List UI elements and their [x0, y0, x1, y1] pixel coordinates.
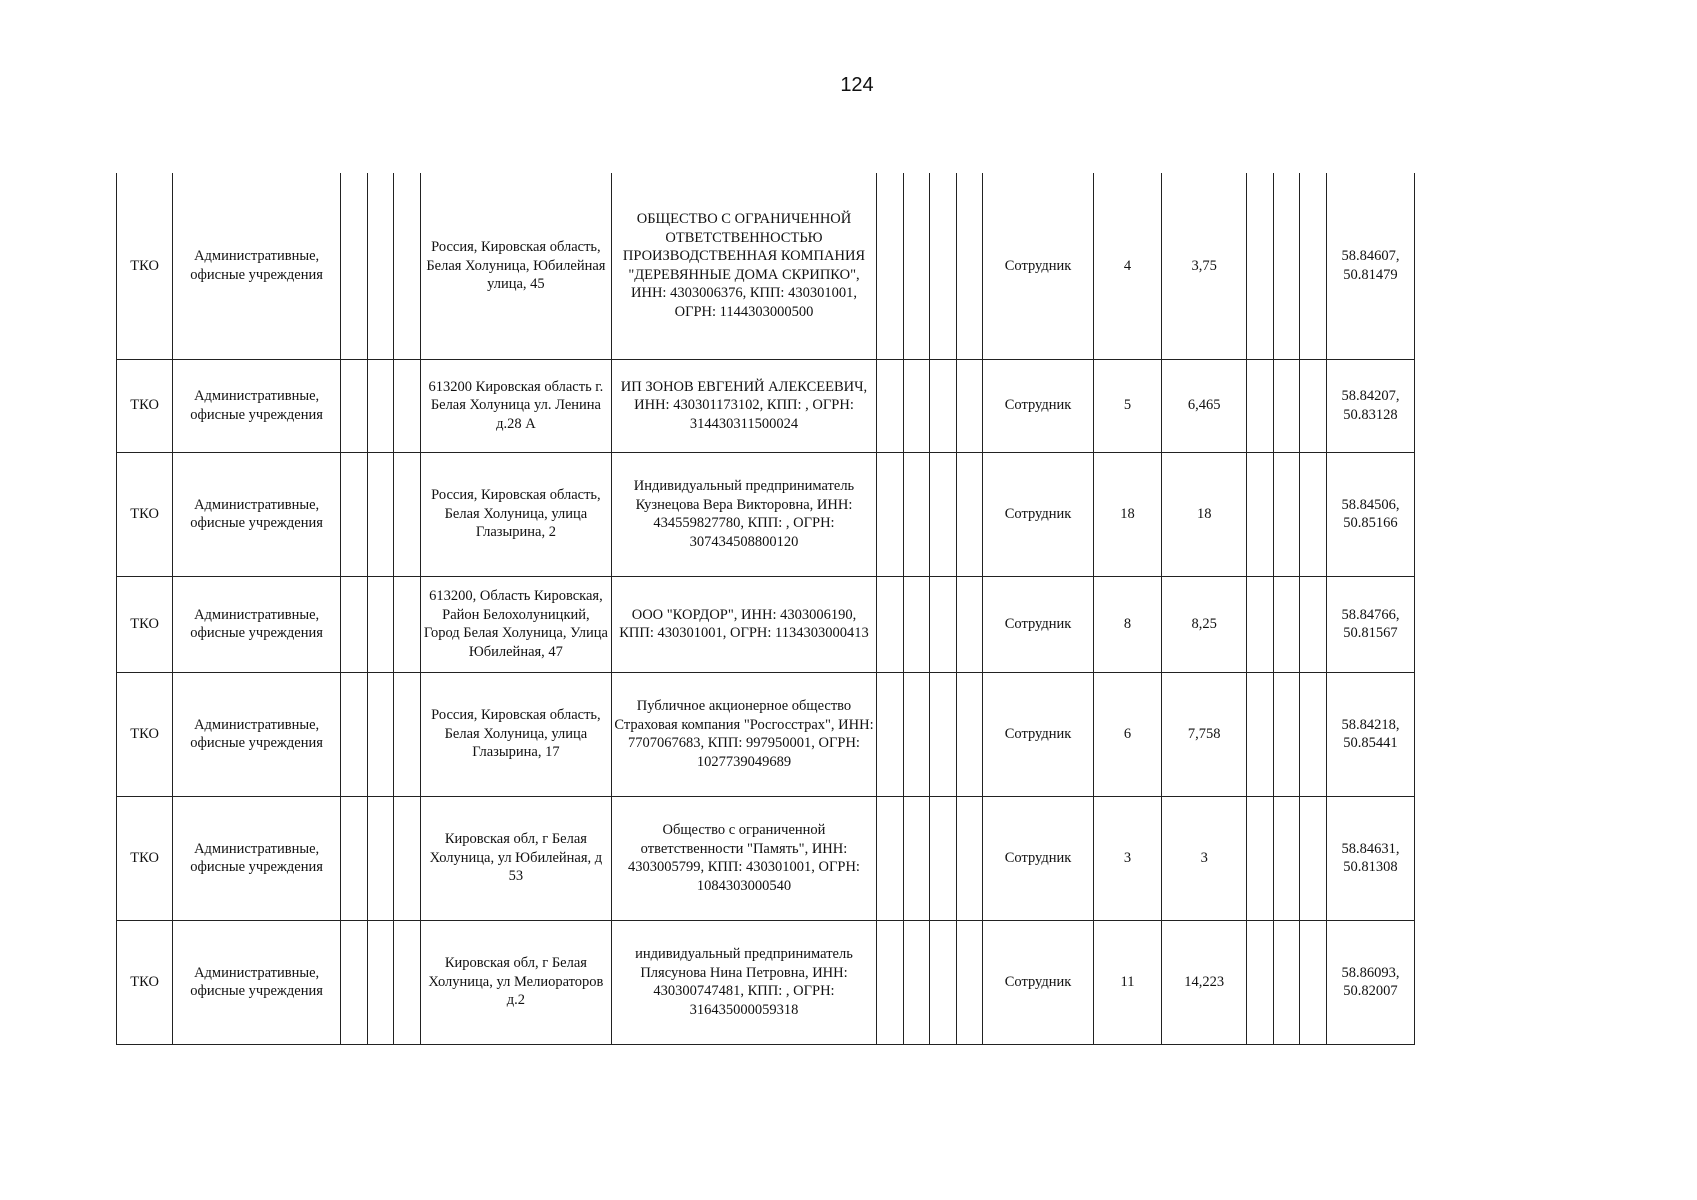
empty-cell: [394, 672, 421, 796]
longitude-text: 50.85441: [1343, 735, 1398, 751]
waste-type-cell: ТКО: [117, 796, 173, 920]
address-cell: Кировская обл, г Белая Холуница, ул Юбилейная, д 53: [420, 796, 611, 920]
empty-cell: [1247, 920, 1274, 1044]
empty-cell: [930, 576, 957, 672]
longitude-text: 50.81479: [1343, 266, 1398, 283]
empty-cell: [956, 796, 983, 920]
organization-cell: ИП ЗОНОВ ЕВГЕНИЙ АЛЕКСЕЕВИЧ, ИНН: 430301173102, КПП: , ОГРН: 314430311500024: [612, 359, 877, 452]
latitude-text: 58.84631,: [1341, 840, 1400, 857]
empty-cell: [956, 173, 983, 359]
count-cell: 18: [1093, 452, 1162, 576]
address-cell: Россия, Кировская область, Белая Холуница, улица Глазырина, 2: [420, 452, 611, 576]
coordinates-cell: [1326, 920, 1414, 1044]
count-cell: 11: [1093, 920, 1162, 1044]
category-cell: Административные, офисные учреждения: [173, 359, 341, 452]
latitude-text: 58.84766,: [1341, 606, 1400, 623]
latitude-text: 58.84207,: [1341, 388, 1400, 404]
organization-cell: Индивидуальный предприниматель Кузнецова Вера Викторовна, ИНН: 434559827780, КПП: , ОГРН: 307434508800120: [612, 452, 877, 576]
organization-cell: индивидуальный предприниматель Плясунова Нина Петровна, ИНН: 430300747481, КПП: , ОГРН: 316435000059318: [612, 920, 877, 1044]
volume-cell: 7,758: [1162, 672, 1247, 796]
empty-cell: [1273, 920, 1300, 1044]
empty-cell: [903, 452, 930, 576]
empty-cell: [1273, 359, 1300, 452]
empty-cell: [903, 672, 930, 796]
empty-cell: [1300, 576, 1327, 672]
longitude-text: 50.81567: [1343, 625, 1398, 641]
empty-cell: [876, 920, 903, 1044]
empty-cell: [1300, 173, 1327, 359]
empty-cell: [903, 359, 930, 452]
coordinates-cell: [1326, 359, 1414, 452]
empty-cell: [394, 796, 421, 920]
count-cell: 3: [1093, 796, 1162, 920]
count-cell: 8: [1093, 576, 1162, 672]
empty-cell: [1247, 173, 1274, 359]
unit-cell: Сотрудник: [983, 452, 1093, 576]
empty-cell: [876, 576, 903, 672]
table-row: [117, 672, 1415, 796]
empty-cell: [1300, 672, 1327, 796]
empty-cell: [930, 173, 957, 359]
empty-cell: [1273, 672, 1300, 796]
empty-cell: [930, 796, 957, 920]
waste-sources-table: [116, 173, 1415, 1045]
empty-cell: [876, 173, 903, 359]
empty-cell: [903, 576, 930, 672]
waste-type-cell: ТКО: [117, 173, 173, 359]
empty-cell: [394, 920, 421, 1044]
empty-cell: [340, 920, 367, 1044]
longitude-text: 50.83128: [1343, 406, 1398, 423]
empty-cell: [930, 920, 957, 1044]
empty-cell: [367, 796, 394, 920]
empty-cell: [876, 359, 903, 452]
count-cell: 5: [1093, 359, 1162, 452]
empty-cell: [1300, 359, 1327, 452]
volume-cell: 3: [1162, 796, 1247, 920]
coordinates-cell: [1326, 796, 1414, 920]
volume-cell: 6,465: [1162, 359, 1247, 452]
table-row: [117, 576, 1415, 672]
empty-cell: [340, 359, 367, 452]
longitude-text: 50.82007: [1343, 983, 1398, 999]
empty-cell: [394, 452, 421, 576]
coordinates-cell: [1326, 576, 1414, 672]
empty-cell: [876, 796, 903, 920]
unit-cell: Сотрудник: [983, 672, 1093, 796]
table-row: [117, 796, 1415, 920]
unit-cell: Сотрудник: [983, 173, 1093, 359]
address-cell: 613200 Кировская область г. Белая Холуница ул. Ленина д.28 А: [420, 359, 611, 452]
empty-cell: [956, 359, 983, 452]
empty-cell: [367, 576, 394, 672]
empty-cell: [367, 359, 394, 452]
empty-cell: [930, 359, 957, 452]
unit-cell: Сотрудник: [983, 796, 1093, 920]
latitude-text: 58.84218,: [1341, 716, 1400, 733]
empty-cell: [956, 576, 983, 672]
empty-cell: [903, 920, 930, 1044]
empty-cell: [1300, 796, 1327, 920]
empty-cell: [1273, 576, 1300, 672]
empty-cell: [930, 452, 957, 576]
empty-cell: [1247, 672, 1274, 796]
category-cell: Административные, офисные учреждения: [173, 173, 341, 359]
empty-cell: [956, 672, 983, 796]
waste-type-cell: ТКО: [117, 359, 173, 452]
empty-cell: [1247, 359, 1274, 452]
table-row: [117, 920, 1415, 1044]
empty-cell: [1247, 796, 1274, 920]
volume-cell: 14,223: [1162, 920, 1247, 1044]
empty-cell: [394, 359, 421, 452]
empty-cell: [930, 672, 957, 796]
empty-cell: [367, 672, 394, 796]
organization-cell: ОБЩЕСТВО С ОГРАНИЧЕННОЙ ОТВЕТСТВЕННОСТЬЮ ПРОИЗВОДСТВЕННАЯ КОМПАНИЯ "ДЕРЕВЯННЫЕ ДОМА СКРИПКО", ИНН: 4303006376, КПП: 430301001, ОГРН: 1144303000500: [612, 173, 877, 359]
empty-cell: [876, 452, 903, 576]
empty-cell: [340, 576, 367, 672]
empty-cell: [340, 672, 367, 796]
empty-cell: [1273, 173, 1300, 359]
volume-cell: 8,25: [1162, 576, 1247, 672]
unit-cell: Сотрудник: [983, 576, 1093, 672]
organization-cell: Публичное акционерное общество Страховая компания "Росгосстрах", ИНН: 7707067683, КПП: 997950001, ОГРН: 1027739049689: [612, 672, 877, 796]
address-cell: Кировская обл, г Белая Холуница, ул Мелиораторов д.2: [420, 920, 611, 1044]
waste-type-cell: ТКО: [117, 576, 173, 672]
count-cell: 6: [1093, 672, 1162, 796]
coordinates-cell: [1326, 173, 1414, 359]
volume-cell: 3,75: [1162, 173, 1247, 359]
waste-type-cell: ТКО: [117, 920, 173, 1044]
empty-cell: [956, 452, 983, 576]
empty-cell: [394, 173, 421, 359]
empty-cell: [340, 452, 367, 576]
organization-cell: ООО "КОРДОР", ИНН: 4303006190, КПП: 430301001, ОГРН: 1134303000413: [612, 576, 877, 672]
empty-cell: [340, 173, 367, 359]
waste-type-cell: ТКО: [117, 672, 173, 796]
count-cell: 4: [1093, 173, 1162, 359]
table-row: [117, 359, 1415, 452]
latitude-text: 58.84506,: [1341, 496, 1400, 513]
category-cell: Административные, офисные учреждения: [173, 576, 341, 672]
unit-cell: Сотрудник: [983, 359, 1093, 452]
empty-cell: [1300, 920, 1327, 1044]
empty-cell: [1273, 796, 1300, 920]
table-row: [117, 452, 1415, 576]
coordinates-cell: [1326, 672, 1414, 796]
category-cell: Административные, офисные учреждения: [173, 796, 341, 920]
empty-cell: [367, 452, 394, 576]
empty-cell: [903, 173, 930, 359]
organization-cell: Общество с ограниченной ответственности "Память", ИНН: 4303005799, КПП: 430301001, ОГРН: 1084303000540: [612, 796, 877, 920]
empty-cell: [1247, 452, 1274, 576]
coordinates-cell: [1326, 452, 1414, 576]
page-number: 124: [840, 74, 874, 96]
longitude-text: 50.81308: [1343, 859, 1398, 875]
empty-cell: [1300, 452, 1327, 576]
volume-cell: 18: [1162, 452, 1247, 576]
category-cell: Административные, офисные учреждения: [173, 672, 341, 796]
empty-cell: [340, 796, 367, 920]
empty-cell: [903, 796, 930, 920]
table-body: [117, 173, 1415, 1044]
category-cell: Административные, офисные учреждения: [173, 452, 341, 576]
waste-type-cell: ТКО: [117, 452, 173, 576]
category-cell: Административные, офисные учреждения: [173, 920, 341, 1044]
address-cell: Россия, Кировская область, Белая Холуница, Юбилейная улица, 45: [420, 173, 611, 359]
empty-cell: [956, 920, 983, 1044]
empty-cell: [367, 920, 394, 1044]
empty-cell: [367, 173, 394, 359]
empty-cell: [876, 672, 903, 796]
longitude-text: 50.85166: [1343, 515, 1398, 531]
address-cell: Россия, Кировская область, Белая Холуница, улица Глазырина, 17: [420, 672, 611, 796]
empty-cell: [1273, 452, 1300, 576]
address-cell: 613200, Область Кировская, Район Белохолуницкий, Город Белая Холуница, Улица Юбилейная, 47: [420, 576, 611, 672]
latitude-text: 58.84607,: [1341, 248, 1400, 265]
empty-cell: [1247, 576, 1274, 672]
empty-cell: [394, 576, 421, 672]
latitude-text: 58.86093,: [1341, 964, 1400, 981]
table-row: [117, 173, 1415, 359]
unit-cell: Сотрудник: [983, 920, 1093, 1044]
